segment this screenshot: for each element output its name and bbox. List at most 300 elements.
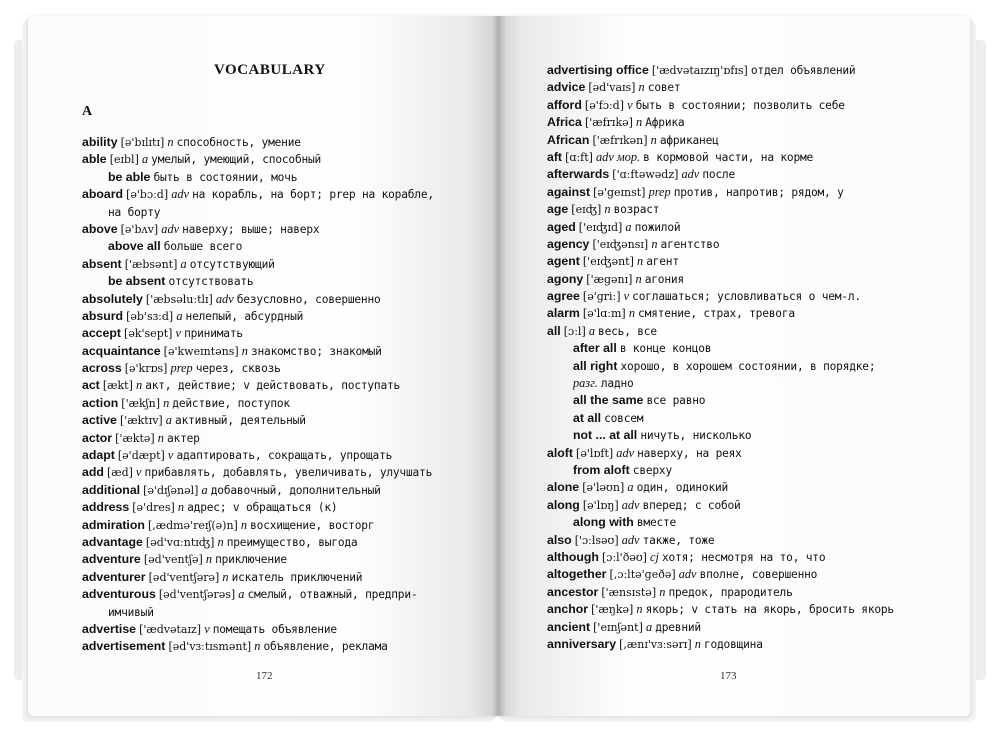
transcription: [eɪbl] <box>109 153 139 167</box>
gloss: способность, умение <box>176 136 301 149</box>
book-gutter <box>492 16 506 716</box>
dictionary-entry <box>547 79 894 96</box>
transcription: [ə'bɪlɪtɪ] <box>120 136 165 149</box>
headword: also <box>547 532 572 547</box>
part-of-speech: prep <box>648 184 671 199</box>
dictionary-entry <box>547 305 894 322</box>
part-of-speech: a <box>588 323 595 338</box>
headword: all <box>547 323 561 338</box>
dictionary-entry <box>547 566 894 583</box>
headword: add <box>82 465 104 480</box>
transcription: [,ænɪ'vɜːsərɪ] <box>619 637 692 651</box>
gloss: агентство <box>660 237 720 251</box>
transcription: ['æŋkə] <box>591 603 634 617</box>
headword: aged <box>547 219 576 234</box>
dictionary-entry <box>82 447 434 464</box>
headword: acquaintance <box>82 343 161 358</box>
headword: afford <box>547 97 582 112</box>
gloss: актер <box>167 431 200 445</box>
part-of-speech: n <box>650 132 657 147</box>
dictionary-entry <box>547 375 894 392</box>
transcription: ['æfrɪkə] <box>584 116 633 130</box>
dictionary-entry <box>547 601 894 618</box>
gloss: действие, поступок <box>172 396 290 410</box>
transcription: [ə'fɔːd] <box>584 98 625 112</box>
dictionary-entry <box>82 638 434 655</box>
part-of-speech: adv <box>161 221 180 236</box>
page-number-left: 172 <box>256 670 273 682</box>
gloss: безусловно, совершенно <box>236 292 381 306</box>
transcription: [ə'bɔːd] <box>126 188 169 202</box>
gloss: больше всего <box>163 240 243 254</box>
page-number-right: 173 <box>720 670 737 682</box>
dictionary-entry <box>82 221 434 238</box>
part-of-speech: n <box>628 306 635 321</box>
headword: not ... at all <box>573 428 638 443</box>
dictionary-entry <box>82 169 434 186</box>
headword: advantage <box>82 534 143 549</box>
gloss: хорошо, в хорошем состоянии, в порядке; <box>620 359 876 373</box>
dictionary-entry <box>82 377 434 394</box>
dictionary-entry <box>547 427 894 444</box>
gloss: агония <box>644 272 684 286</box>
headword: alarm <box>547 306 580 321</box>
gloss: наверху, на реях <box>637 446 742 460</box>
transcription: [əb'sɜːd] <box>126 309 174 323</box>
headword: additional <box>82 482 141 497</box>
dictionary-entry <box>82 586 434 603</box>
gloss: сверху <box>632 463 672 477</box>
headword: all right <box>573 358 618 373</box>
transcription: [ə'griː] <box>582 290 621 304</box>
part-of-speech: adv <box>681 167 700 182</box>
gloss: на корабль, на борт; prep на корабле, <box>192 188 434 202</box>
gloss: африканец <box>659 133 719 147</box>
gloss: восхищение, восторг <box>250 518 375 532</box>
part-of-speech: n <box>241 343 248 358</box>
part-of-speech: n <box>217 534 224 549</box>
entry-list-left <box>82 134 434 656</box>
dictionary-entry <box>82 464 434 481</box>
part-of-speech: a <box>176 308 183 323</box>
right-page <box>498 16 970 716</box>
gloss: искатель приключений <box>231 570 363 584</box>
dictionary-entry <box>547 97 894 114</box>
dictionary-entry <box>547 340 894 357</box>
headword: at all <box>573 410 602 425</box>
gloss: принимать <box>184 327 243 341</box>
gloss: на борту <box>108 205 161 219</box>
headword: absurd <box>82 308 123 323</box>
headword: able <box>82 152 107 167</box>
headword: across <box>82 361 122 376</box>
headword: act <box>82 378 100 393</box>
part-of-speech: a <box>625 219 632 234</box>
gloss: приключение <box>215 553 287 567</box>
headword: although <box>547 549 599 564</box>
headword: agent <box>547 254 580 269</box>
part-of-speech: a <box>180 256 187 271</box>
gloss: акт, действие; v действовать, поступать <box>145 379 401 393</box>
headword: age <box>547 202 569 217</box>
dictionary-entry <box>82 151 434 168</box>
transcription: [ə'dres] <box>132 501 175 515</box>
headword: agony <box>547 271 584 286</box>
gloss: через, сквозь <box>195 362 281 376</box>
part-of-speech: n <box>157 430 164 445</box>
transcription: ['ædvətaɪz] <box>139 622 202 636</box>
dictionary-entry <box>547 236 894 253</box>
headword: adventure <box>82 552 141 567</box>
dictionary-entry <box>547 392 894 409</box>
transcription: [eɪʤ] <box>571 203 602 217</box>
part-of-speech: v <box>175 326 181 341</box>
transcription: [ækt] <box>102 379 133 393</box>
part-of-speech: n <box>636 254 644 269</box>
transcription: [əd'ventʃərə] <box>148 570 220 584</box>
transcription: [əd'vɜːtɪsmənt] <box>168 640 252 654</box>
transcription: [ə'bʌv] <box>120 222 159 236</box>
gloss: возраст <box>613 203 660 217</box>
part-of-speech: n <box>177 500 185 515</box>
gloss: вместе <box>636 516 677 530</box>
dictionary-entry <box>82 291 434 308</box>
transcription: ['æbsənt] <box>124 257 178 271</box>
transcription: [ə'dæpt] <box>117 449 165 463</box>
dictionary-entry <box>82 569 434 586</box>
gloss: годовщина <box>703 637 763 651</box>
dictionary-entry <box>82 360 434 377</box>
dictionary-entry <box>547 219 894 236</box>
gloss: имчивый <box>108 605 154 619</box>
headword: ancestor <box>547 584 599 599</box>
dictionary-entry <box>82 273 434 290</box>
part-of-speech: a <box>645 619 653 634</box>
part-of-speech: n <box>222 569 229 584</box>
dictionary-entry <box>547 619 894 636</box>
headword: along <box>547 497 580 512</box>
dictionary-entry <box>82 308 434 325</box>
transcription: ['ɔːlsəʊ] <box>574 533 619 547</box>
gloss: соглашаться; условливаться о чем-л. <box>632 290 861 304</box>
dictionary-entry <box>82 134 434 151</box>
gloss: знакомство; знакомый <box>250 344 382 358</box>
headword: agree <box>547 289 580 304</box>
dictionary-entry <box>82 412 434 429</box>
page-stack-right <box>968 40 986 680</box>
transcription: [ɔːl] <box>563 324 586 338</box>
headword: agency <box>547 236 590 251</box>
dictionary-entry <box>547 410 894 427</box>
headword: action <box>82 395 119 410</box>
dictionary-entry <box>82 621 434 638</box>
left-page <box>28 16 498 716</box>
gloss: ничуть, нисколько <box>640 429 752 443</box>
dictionary-entry <box>82 204 434 221</box>
transcription: ['eɪʤənsɪ] <box>592 237 649 251</box>
dictionary-entry <box>82 325 434 342</box>
transcription: [əd'vɑːntɪʤ] <box>145 535 215 549</box>
headword: adapt <box>82 448 115 463</box>
transcription: [ə'kweɪntəns] <box>163 344 239 358</box>
gloss: совет <box>647 81 681 95</box>
gloss: смелый, отважный, предпри- <box>247 588 418 602</box>
headword: adventurous <box>82 587 156 602</box>
gloss: быть в состоянии; позволить себе <box>635 98 845 112</box>
page-title: VOCABULARY <box>214 62 326 78</box>
part-of-speech: разг. <box>573 376 598 391</box>
dictionary-entry <box>547 201 894 218</box>
part-of-speech: n <box>254 639 261 654</box>
part-of-speech: a <box>165 413 172 428</box>
transcription: [əd'vaɪs] <box>588 81 636 95</box>
dictionary-entry <box>82 238 434 255</box>
gloss: совсем <box>604 411 644 425</box>
transcription: [əd'ventʃə] <box>143 553 203 567</box>
headword: ancient <box>547 619 591 634</box>
headword: active <box>82 413 117 428</box>
headword: absolutely <box>82 291 143 306</box>
part-of-speech: adv <box>171 187 189 202</box>
transcription: [ə'lɑːm] <box>582 307 626 321</box>
gloss: прибавлять, добавлять, увеличивать, улучшать <box>144 466 433 480</box>
dictionary-entry <box>547 132 894 149</box>
part-of-speech: adv <box>678 567 697 582</box>
gloss: хотя; несмотря на то, что <box>661 550 826 564</box>
part-of-speech: n <box>651 236 658 251</box>
headword: ability <box>82 135 118 149</box>
gloss: преимущество, выгода <box>226 535 358 549</box>
gloss: быть в состоянии, мочь <box>153 170 298 184</box>
gloss: отсутствовать <box>168 275 254 289</box>
part-of-speech: cj <box>650 549 659 564</box>
dictionary-entry <box>82 499 434 516</box>
headword: anchor <box>547 602 588 617</box>
part-of-speech: v <box>623 289 630 304</box>
gloss: агент <box>646 255 679 269</box>
transcription: [əd'ventʃərəs] <box>158 588 236 602</box>
dictionary-entry <box>547 584 894 601</box>
dictionary-entry <box>547 497 894 514</box>
headword: adventurer <box>82 569 146 584</box>
gloss: в кормовой части, на корме <box>643 150 814 164</box>
part-of-speech: v <box>627 97 633 112</box>
part-of-speech: n <box>636 115 643 130</box>
headword: aft <box>547 149 563 164</box>
dictionary-entry <box>82 395 434 412</box>
gloss: отсутствующий <box>189 257 275 271</box>
transcription: ['ækʃn] <box>121 396 160 410</box>
transcription: [ə'ləʊn] <box>582 481 625 495</box>
part-of-speech: adv <box>616 445 635 460</box>
part-of-speech: n <box>205 552 212 567</box>
headword: advice <box>547 80 586 95</box>
part-of-speech: v <box>204 621 210 636</box>
part-of-speech: n <box>135 378 143 393</box>
transcription: ['eɪʤənt] <box>582 255 634 269</box>
headword: above all <box>108 239 161 254</box>
transcription: [ə'dɪʃənəl] <box>143 483 199 497</box>
transcription: ['eɪʤɪd] <box>578 220 623 234</box>
dictionary-entry <box>82 430 434 447</box>
headword: anniversary <box>547 636 617 651</box>
gloss: активный, деятельный <box>175 414 306 428</box>
gloss: предок, прародитель <box>668 585 793 599</box>
transcription: [æd] <box>106 466 133 480</box>
headword: absent <box>82 256 122 271</box>
part-of-speech: n <box>240 517 248 532</box>
dictionary-entry <box>547 532 894 549</box>
part-of-speech: a <box>201 482 208 497</box>
dictionary-entry <box>82 604 434 621</box>
part-of-speech: n <box>163 395 170 410</box>
headword: above <box>82 221 118 236</box>
part-of-speech: adv <box>621 497 640 512</box>
transcription: [ɑːft] <box>565 150 593 164</box>
gloss: в конце концов <box>619 342 712 356</box>
gloss: добавочный, дополнительный <box>210 483 381 497</box>
gloss: нелепый, абсурдный <box>185 309 304 323</box>
part-of-speech: n <box>659 584 666 599</box>
dictionary-entry <box>547 271 894 288</box>
headword: address <box>82 500 130 515</box>
transcription: ['æfrɪkən] <box>592 133 648 147</box>
part-of-speech: v <box>136 465 142 480</box>
headword: actor <box>82 430 113 445</box>
part-of-speech: adv мор. <box>596 149 641 164</box>
headword: advertise <box>82 621 137 636</box>
part-of-speech: adv <box>621 532 640 547</box>
dictionary-entry <box>547 114 894 131</box>
dictionary-entry <box>547 288 894 305</box>
part-of-speech: n <box>604 202 611 217</box>
headword: along with <box>573 515 634 530</box>
headword: aloft <box>547 445 573 460</box>
dictionary-entry <box>547 166 894 183</box>
transcription: ['ædvətaɪzɪŋ'ɒfɪs] <box>651 64 748 77</box>
dictionary-entry <box>547 253 894 270</box>
gloss: смятение, страх, тревога <box>638 307 795 321</box>
gloss: Африка <box>645 116 685 130</box>
dictionary-entry <box>547 514 894 531</box>
dictionary-entry <box>547 636 894 653</box>
gloss: все равно <box>646 394 706 408</box>
section-letter: A <box>82 104 93 119</box>
dictionary-entry <box>547 149 894 166</box>
transcription: [ə'lɒft] <box>576 446 614 460</box>
part-of-speech: adv <box>215 291 234 306</box>
headword: after all <box>573 341 617 356</box>
transcription: [,ɔːltə'geðə] <box>609 568 676 582</box>
part-of-speech: n <box>635 271 642 286</box>
gloss: после <box>702 168 736 182</box>
headword: be able <box>108 169 151 184</box>
headword: accept <box>82 326 121 341</box>
gloss: помещать объявление <box>212 622 337 636</box>
headword: Africa <box>547 115 582 130</box>
dictionary-entry <box>547 445 894 462</box>
gloss: древний <box>655 620 701 634</box>
headword: advertisement <box>82 639 166 654</box>
dictionary-entry <box>82 186 434 203</box>
part-of-speech: a <box>141 152 149 167</box>
part-of-speech: v <box>167 448 174 463</box>
gloss: отдел объявлений <box>750 64 856 77</box>
headword: all the same <box>573 393 644 408</box>
part-of-speech: a <box>627 480 634 495</box>
transcription: [ək'sept] <box>124 327 173 341</box>
part-of-speech: prep <box>170 361 193 376</box>
gloss: умелый, умеющий, способный <box>151 153 322 167</box>
dictionary-entry <box>547 462 894 479</box>
transcription: ['æbsəluːtlɪ] <box>145 292 213 306</box>
transcription: ['ægənɪ] <box>586 272 633 286</box>
part-of-speech: n <box>636 602 643 617</box>
gloss: якорь; v стать на якорь, бросить якорь <box>645 603 894 617</box>
headword: be absent <box>108 274 166 289</box>
headword: aboard <box>82 187 123 202</box>
transcription: [ə'lɒŋ] <box>582 498 619 512</box>
gloss: адаптировать, сокращать, упрощать <box>176 449 393 463</box>
gloss: наверху; выше; наверх <box>182 222 320 236</box>
headword: from aloft <box>573 462 630 477</box>
part-of-speech: n <box>167 135 174 149</box>
transcription: ['æktɪv] <box>119 414 163 428</box>
part-of-speech: a <box>238 587 245 602</box>
transcription: [,ædmə'reɪʃ(ə)n] <box>147 518 238 532</box>
gloss: пожилой <box>634 220 681 234</box>
gloss: против, напротив; рядом, у <box>673 185 844 199</box>
headword: alone <box>547 480 580 495</box>
dictionary-entry <box>547 549 894 566</box>
gloss: вперед; с собой <box>642 498 741 512</box>
headword: African <box>547 132 590 147</box>
part-of-speech: n <box>638 80 645 95</box>
dictionary-entry <box>82 343 434 360</box>
transcription: ['ænsɪstə] <box>601 585 657 599</box>
gloss: вполне, совершенно <box>699 568 818 582</box>
headword: altogether <box>547 567 607 582</box>
gloss: ладно <box>600 377 634 391</box>
headword: afterwards <box>547 167 610 182</box>
dictionary-entry <box>547 323 894 340</box>
dictionary-entry <box>82 482 434 499</box>
transcription: ['ɑːftəwədz] <box>612 168 679 182</box>
dictionary-entry <box>547 358 894 375</box>
dictionary-entry <box>547 479 894 496</box>
gloss: также, тоже <box>642 533 715 547</box>
headword: advertising office <box>547 63 649 77</box>
gloss: один, одинокий <box>636 481 729 495</box>
entry-list-right <box>547 62 894 653</box>
transcription: [ə'geɪnst] <box>593 185 646 199</box>
gloss: адрес; v обращаться (к) <box>187 501 338 515</box>
gloss: объявление, реклама <box>263 640 388 654</box>
dictionary-entry <box>82 256 434 273</box>
dictionary-entry <box>82 551 434 568</box>
transcription: [ɔːl'ðəʊ] <box>602 550 647 564</box>
part-of-speech: n <box>694 636 701 651</box>
dictionary-entry <box>82 517 434 534</box>
gloss: весь, все <box>598 324 657 338</box>
headword: admiration <box>82 517 145 532</box>
dictionary-entry <box>82 534 434 551</box>
dictionary-entry <box>547 62 894 79</box>
dictionary-entry <box>547 184 894 201</box>
transcription: ['eɪnʃənt] <box>593 620 643 634</box>
transcription: ['æktə] <box>115 431 155 445</box>
headword: against <box>547 184 591 199</box>
